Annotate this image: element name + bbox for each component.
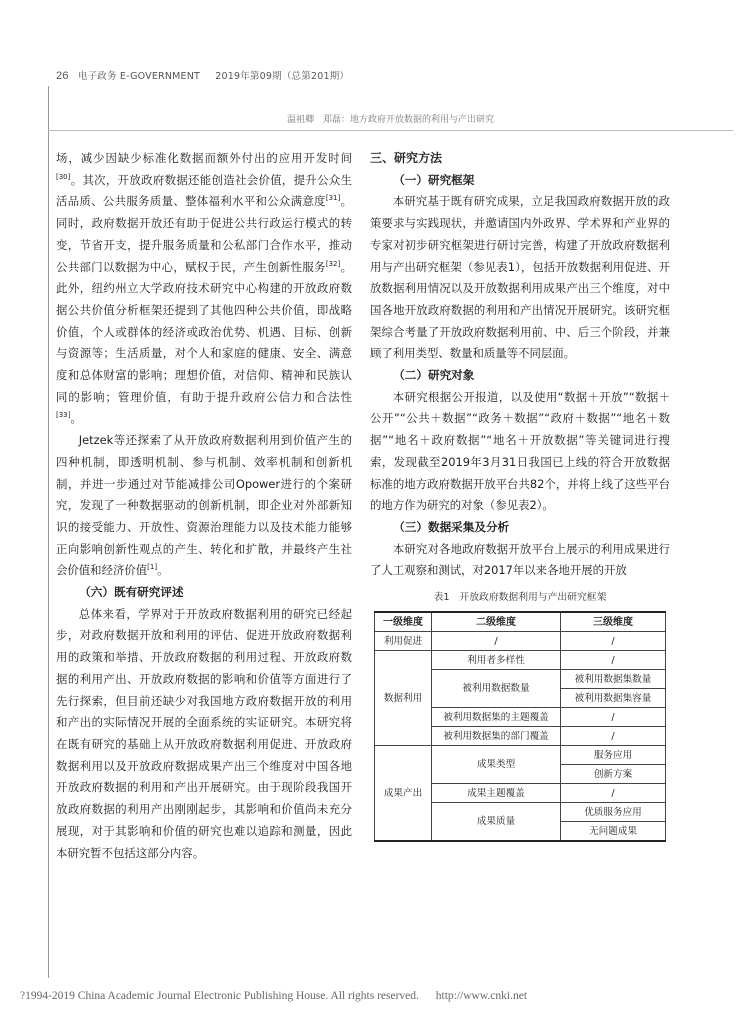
paragraph-framework: 本研究基于既有研究成果，立足我国政府数据开放的政策要求与实践现状，并邀请国内外政界、学术界和产业界的专家对初步研究框架进行研讨完善，构建了开放政府数据利用与产出研究框架（参见表1），包括开放数据利用促进、开放数据利用情况以及开放数据利用成果产出三个维度，对中国各地开放政府数据的利用和产出情况开展研究。该研究框架综合考量了开放政府数据利用前、中、后三个阶段，并兼顾了利用类型、数量和质量等不同层面。: [370, 194, 670, 361]
table-cell: 利用促进: [375, 632, 432, 651]
table-cell: /: [561, 784, 666, 803]
table-cell: 利用者多样性: [432, 651, 561, 670]
paragraph-review: 总体来看，学界对于开放政府数据利用的研究已经起步，对政府数据开放和利用的评估、促进开放政府数据利用的政策和举措、开放政府数据的利用过程、开放政府数据的利用产出、开放政府数据的影响和价值等方面进行了先行探索，但目前还缺少对我国地方政府数据开放的利用和产出的实际情况开展的全面系统的实证研究。本研究将在既有研究的基础上从开放政府数据利用促进、开放政府数据利用以及开放政府数据成果产出三个维度对中国各地开放政府数据的利用和产出开展研究。由于现阶段我国开放政府数据的利用产出刚刚起步，其影响和价值尚未充分展现，对于其影响和价值的研究也难以追踪和测量，因此本研究暂不包括这部分内容。: [56, 606, 352, 860]
table-cell: 成果主题覆盖: [432, 784, 561, 803]
table-cell: 成果产出: [375, 746, 432, 842]
table-row: [375, 651, 666, 670]
table-cell: 被利用数据数量: [432, 670, 561, 708]
citation-ref: [32]: [325, 259, 341, 268]
table-cell: /: [561, 727, 666, 746]
page-number: 26: [56, 70, 69, 82]
running-title: 温祖卿 郑磊：地方政府开放数据的利用与产出研究: [286, 115, 494, 125]
paragraph-data-collection: 本研究对各地政府数据开放平台上展示的利用成果进行了人工观察和测试，对2017年以来各地开展的开放: [370, 541, 670, 578]
heading-data-collection: （三）数据采集及分析: [393, 519, 510, 534]
table-header-cell: 二级维度: [432, 612, 561, 632]
right-column: [370, 148, 670, 842]
table-cell: 创新方案: [561, 765, 666, 784]
heading-methods: 三、研究方法: [370, 151, 443, 165]
table-cell: 被利用数据集的主题覆盖: [432, 708, 561, 727]
table-header-cell: 三级维度: [561, 612, 666, 632]
table-row: [375, 632, 666, 651]
paragraph-object: 本研究根据公开报道，以及使用“数据＋开放”“数据＋公开”“公共＋数据”“政务＋数据”“政府＋数据”“地名＋数据”“地名＋政府数据”“地名＋开放数据”等关键词进行搜索，发现截至2019年3月31日我国已上线的符合开放数据标准的地方政府数据开放平台共82个，并将上线了这些平台的地方作为研究的对象（参见表2）。: [370, 389, 670, 513]
table-cell: /: [561, 651, 666, 670]
table-cell: 被利用数据集的部门覆盖: [432, 727, 561, 746]
header-divider: [48, 130, 733, 131]
table-cell: 服务应用: [561, 746, 666, 765]
table-cell: 优质服务应用: [561, 803, 666, 822]
margin-rule: [48, 86, 49, 978]
citation-ref: [31]: [325, 194, 341, 203]
page-footer: [20, 990, 720, 1002]
table-caption: 表1 开放政府数据利用与产出研究框架: [433, 592, 607, 604]
citation-ref: [1]: [147, 563, 158, 572]
copyright-notice: ?1994-2019 China Academic Journal Electronic Publishing House. All rights reserved.: [20, 990, 419, 1002]
framework-table: [374, 611, 666, 842]
table-row: [375, 746, 666, 765]
table-cell: 成果类型: [432, 746, 561, 784]
table-cell: /: [561, 632, 666, 651]
footer-url[interactable]: http://www.cnki.net: [435, 990, 528, 1002]
citation-ref: [30]: [56, 172, 71, 181]
table-cell: 无问题成果: [561, 822, 666, 842]
table-cell: 被利用数据集容量: [561, 689, 666, 708]
paragraph-value: 场，减少因缺少标准化数据而额外付出的应用开发时间[30]。其次，开放政府数据还能创造社会价值，提升公众生活品质、公共服务质量、整体福利水平和公众满意度[31]。同时，政府数据开放还有助于促进公共行政运行模式的转变，节省开支，提升服务质量和公私部门合作水平，推动公共部门以数据为中心，赋权于民，产生创新性服务[32]。此外，纽约州立大学政府技术研究中心构建的开放政府数据公共价值分析框架还提到了其他四种公共价值，即战略价值，个人或群体的经济或政治优势、机遇、目标、创新与资源等；生活质量，对个人和家庭的健康、安全、满意度和总体财富的影响；理想价值，对信仰、精神和民族认同的影响；管理价值，有助于提升政府公信力和合法性[33]。: [56, 151, 352, 426]
heading-framework: （一）研究框架: [393, 172, 475, 187]
table-header-cell: 一级维度: [375, 612, 432, 632]
table-cell: /: [432, 632, 561, 651]
table-cell: /: [561, 708, 666, 727]
table-cell: 成果质量: [432, 803, 561, 842]
citation-ref: [33]: [56, 411, 71, 420]
paragraph-mechanisms: Jetzek等还探索了从开放政府数据利用到价值产生的四种机制，即透明机制、参与机制、效率机制和创新机制，并进一步通过对节能减排公司Opower进行的个案研究，发现了一种数据驱动的创新机制，即企业对外部新知识的接受能力、开放性、资源治理能力以及技术能力能够正向影响创新性观点的产生、转化和扩散，并最终产生社会价值和经济价值[1]。: [56, 433, 352, 578]
heading-object: （二）研究对象: [393, 368, 475, 383]
page-header: [56, 68, 349, 82]
table-cell: 数据利用: [375, 651, 432, 746]
table-cell: 被利用数据集数量: [561, 670, 666, 689]
journal-name: 电子政务 E-GOVERNMENT: [77, 71, 201, 82]
table-header-row: [375, 612, 666, 632]
left-column: [56, 148, 352, 864]
heading-review: （六）既有研究评述: [79, 585, 184, 600]
issue-info: 2019年第09期（总第201期）: [215, 71, 350, 82]
